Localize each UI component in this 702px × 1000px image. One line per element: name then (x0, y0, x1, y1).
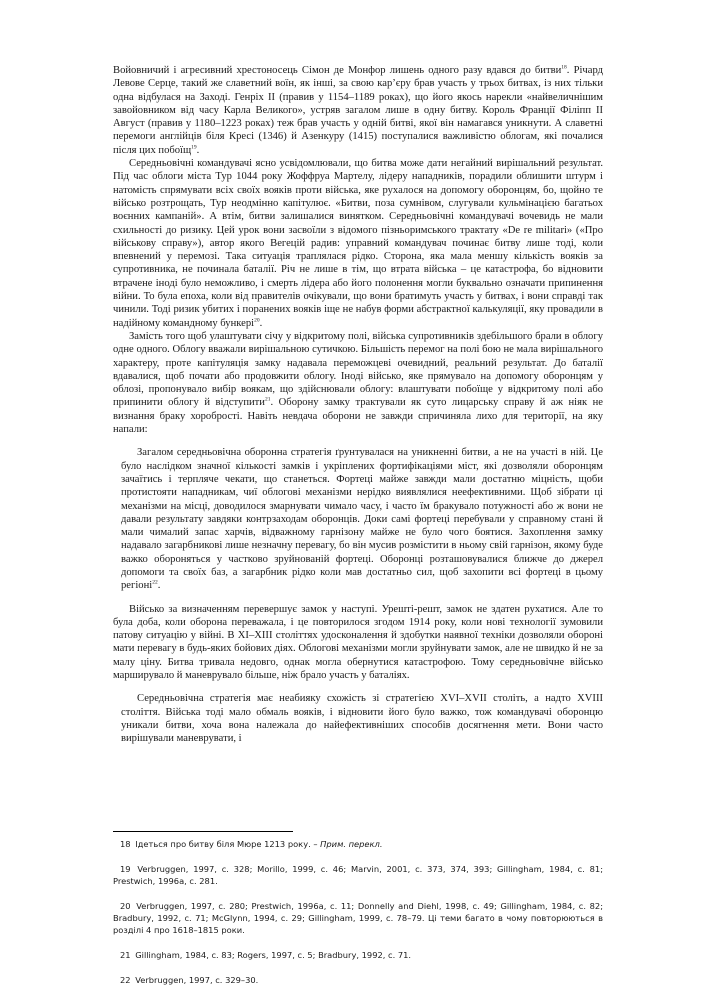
footnote-number: 18 (120, 839, 131, 849)
text-run: Загалом середньовічна оборонна стратегія ґрунтувалася на уникненні битви, а не на участі в ній. Це було наслідком значної кількості замків і укріплених фортифікаціями міст, які дозволяли оборонцям зачаїтись і терпляче чекати, що станеться. Фортеці майже завжди мали достатню міцність, щоби протистояти нападникам, чиї облогові механізми нерідко виявлялися неефективними. Щоб зібрати ці механізми на місці, доводилося змарнувати чимало часу, і часто їм бракувало потужності або ж вони не давали результату завдяки контрзаходам оборонців. Доки самі фортеці перебували у справному стані й мали чималий запас харчів, відважному гарнізону майже не було чого боятися. Захоплення замку надавало загарбникові лише незначну перевагу, бо він мусив розмістити в ньому свій гарнізон, якому буде важко обороняться у частково зруйнованій фортеці. Оборонці розташовувалися ближче до джерел допомоги та своїх баз, а загарбник рідко коли мав достатньо сил, щоб захопити всі фортеці в цьому регіоні (121, 447, 603, 592)
footnote-text: Verbruggen, 1997, с. 280; Prestwich, 1996a, с. 11; Donnelly and Diehl, 1998, с. 49; Gillingham, 1984, с. 82; Bradbury, 1992, с. 71; McGlynn, 1994, с. 29; Gillingham, 1999, с. 78–79. Ці теми багато в чому повторюються в розділі 4 про 1618–1815 роки. (113, 901, 603, 935)
paragraph-2 (113, 157, 603, 330)
paragraph-1 (113, 64, 603, 157)
text-run: Замість того щоб улаштувати січу у відкритому полі, війська супротивників здебільшого брали в облогу одне одного. Облогу вважали вирішальною сутичкою. Більшість перемог на полі бою не мала вирішального характеру, проте капітуляція замку надавала переможцеві очевидний, реальний результат. До баталії вдавалися, щоб почати або продовжити облогу. Іноді військо, яке прямувало на допомогу оборонцям у облозі, пропонувало вибір воякам, що здійснювали облогу: влаштувати побоїще у відкритому полі або припинити облогу й відступити (113, 330, 603, 409)
text-run: . (196, 144, 200, 156)
footnote-number: 21 (120, 950, 131, 960)
footnote-21 (113, 949, 603, 961)
footnote-text: Ідеться про битву біля Мюре 1213 року. – (135, 839, 321, 849)
text-run: Середньовічна стратегія має неабияку схожість зі стратегією XVI–XVII століть, а надто XVIII століття. Війська тоді мало обмаль вояків, і відновити його було важко, тож командувачі оборонцю уникали битви, хоча вона належала до найефективніших способів досягнення мети. Вони часто вирішували маневрувати, і (121, 693, 603, 745)
footnote-18 (113, 838, 603, 850)
footnote-marker[interactable]: 18 (561, 64, 567, 71)
paragraph-6 (121, 692, 603, 745)
text-run: . Оборону замку трактували як суто лицарську справу й аж ніяк не визнання браку хоробрості. Навіть невдача оборони не завжди спричиняла лихо для території, на яку напали: (113, 397, 603, 436)
footnote-marker[interactable]: 22 (152, 579, 158, 586)
footnote-divider (113, 831, 293, 832)
footnote-number: 22 (120, 975, 131, 985)
footnote-number: 20 (120, 901, 131, 911)
footnote-number: 19 (120, 864, 131, 874)
text-run: Середньовічні командувачі ясно усвідомлювали, що битва може дати негайний вирішальний результат. Під час облоги міста Тур 1044 року Жоффруа Мартелу, лідеру нападників, порадили облишити штурм і натомість спрямувати всіх своїх вояків проти війська, яке рухалося на допомогу оборонцям, бо, щойно те військо розтрощать, Тур неодмінно капітулює. «Битви, поза сумнівом, слугували кульмінацією багатьох воєнних кампаній». А втім, битви залишалися винятком. Середньовічні командувачі вочевидь не мали схильності до ризику. Цей урок вони засвоїли з відомого пізньоримського трактату «De re militari» («Про військову справу»), автор якого Вегецій радив: управний командувач починає битву лише тоді, коли впевнений у перемозі. Така ситуація траплялася рідко. Сторона, яка мала меншу кількість вояків за супротивника, не починала баталії. Річ не лише в тім, що втрата війська – це катастрофа, бо відновити втрачене іноді було неможливо, і смерть лідера або його полонення могли буквально означати припинення війни. То була епоха, коли від правителів очікували, що вони братимуть участь у битвах, і вони справді так чинили. Тоді ризик убитих і поранених вояків іще не набув форми абстрактної калькуляції, яку провадили в надійному командному бункері (113, 158, 603, 329)
main-text (113, 64, 603, 756)
block-quote (121, 446, 603, 592)
paragraph-3 (113, 330, 603, 436)
text-run: . (157, 580, 161, 592)
footnote-20 (113, 900, 603, 936)
text-run: . Річард Левове Серце, такий же славетний воїн, як інші, за свою кар’єру брав участь у трьох битвах, із них тільки одна відбулася на Заході. Генріх II (правив у 1154–1189 роках), що його якось нарекли «найвеличнішим завойовником від часу Карла Великого», устряв загалом лише в одну битву. Король Франції Філіпп II Август (правив у 1180–1223 роках) теж брав участь у одній битві, якої він намагався уникнути. А славетні перемоги англійців біля Кресі (1346) й Азенкуру (1415) поступалися важливістю облогам, які почалися після цих побоїщ (113, 65, 603, 156)
footnotes (113, 837, 603, 999)
text-run: Войовничий і агресивний хрестоносець Сімон де Монфор лишень одного разу вдався до битви (113, 65, 562, 76)
footnote-marker[interactable]: 19 (191, 144, 197, 151)
text-run: Військо за визначенням перевершує замок у наступі. Урешті-решт, замок не здатен рухатися. Але то була доба, коли оборона переважала, і це повторилося згодом 1914 року, коли нові технології зумовили патову ситуацію у війні. В XI–XIII століттях удосконалення й здобутки наявної техніки дозволяли обороні мати перевагу в будь-яких бойових діях. Облогові механізми могли зруйнувати замок, але не швидко й не за малу ціну. Битва тривала недовго, однак могла обернутися катастрофою. Тому середньовічне військо марширувало й маневрувало більше, ніж брало участь у баталіях. (113, 603, 603, 682)
footnote-text: Verbruggen, 1997, с. 329–30. (135, 975, 259, 985)
footnote-marker[interactable]: 20 (254, 317, 260, 324)
footnote-19 (113, 863, 603, 887)
footnote-marker[interactable]: 21 (264, 396, 271, 403)
footnote-text: Gillingham, 1984, с. 83; Rogers, 1997, с. 5; Bradbury, 1992, с. 71. (135, 950, 412, 960)
footnote-text: Verbruggen, 1997, с. 328; Morillo, 1999, с. 46; Marvin, 2001, с. 373, 374, 393; Gillingham, 1984, с. 81; Prestwich, 1996a, с. 281. (113, 864, 603, 886)
footnote-emphasis: Прим. перекл. (320, 839, 383, 849)
text-run: . (259, 317, 263, 329)
paragraph-5 (113, 603, 603, 683)
footnote-22 (113, 974, 603, 986)
